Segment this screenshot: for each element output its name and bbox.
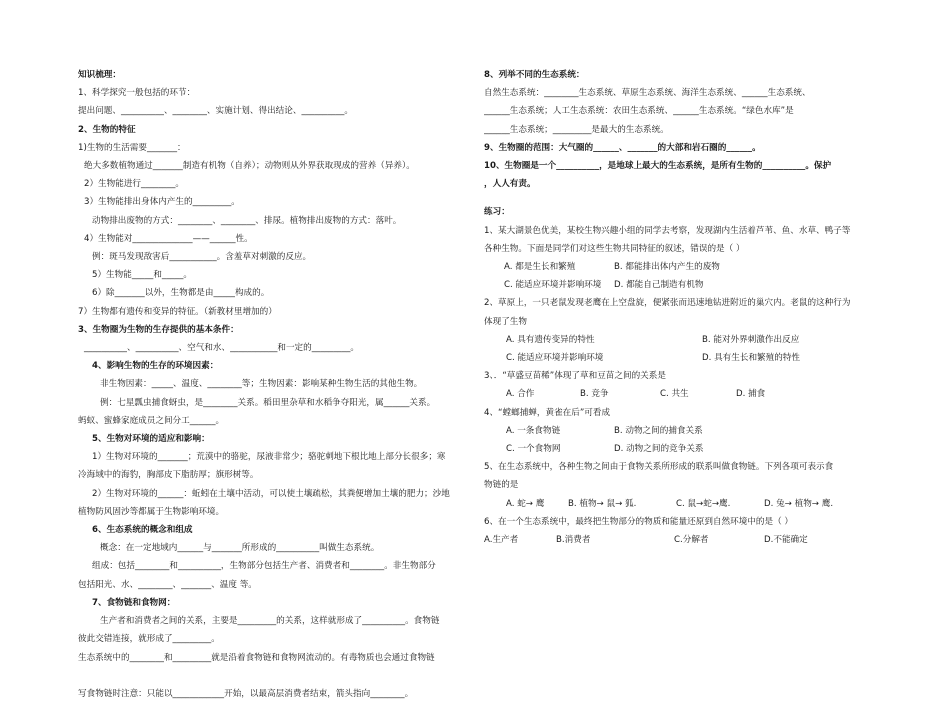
option-a[interactable]: A. 一条食物链 bbox=[506, 425, 561, 436]
practice-title: 练习： bbox=[484, 207, 510, 218]
review-line: 绝大多数植物通过_______制造有机物（自养）；动物则从外界获取现成的营养（异养）。 bbox=[84, 161, 415, 172]
option-b[interactable]: B. 竞争 bbox=[580, 389, 609, 400]
review-line: 冷海域中的海豹，胸部皮下脂肪厚；旗形树等。 bbox=[78, 470, 259, 481]
option-row bbox=[484, 531, 884, 549]
option-c[interactable]: C. 能适应环境并影响环境 bbox=[504, 280, 602, 291]
review-line: 6）除_______以外，生物都是由_____构成的。 bbox=[92, 288, 270, 299]
question-stem: 1、某大湖景色优美，某校生物兴趣小组的同学去考察，发现湖内生活着芦苇、鱼、水草、鸭子等 bbox=[484, 225, 851, 236]
section-10-line: ，人人有责。 bbox=[484, 179, 536, 190]
option-b[interactable]: B.消费者 bbox=[556, 535, 591, 546]
option-a[interactable]: A. 都是生长和繁殖 bbox=[504, 262, 576, 273]
section-8-line: ______生态系统；_________是最大的生态系统。 bbox=[484, 124, 669, 135]
review-line: 6、生态系统的概念和组成 bbox=[92, 525, 193, 536]
option-b[interactable]: B. 植物→ 鼠→ 狐. bbox=[568, 498, 637, 509]
review-line: 动物排出废物的方式：________、________、排尿。植物排出废物的方式：落叶。 bbox=[92, 215, 402, 226]
review-line: 7、食物链和食物网： bbox=[92, 597, 176, 608]
option-row bbox=[484, 422, 884, 440]
question-3 bbox=[484, 367, 884, 403]
review-line: 概念：在一定地域内______与_______所形成的__________叫做生态系统。 bbox=[100, 543, 380, 554]
review-line: 非生物因素：_____、温度、________等；生物因素：影响某种生物生活的其他生物。 bbox=[100, 379, 423, 390]
question-stem: 物链的是 bbox=[484, 480, 519, 491]
option-b[interactable]: B. 能对外界刺激作出反应 bbox=[702, 334, 800, 345]
review-line: 3）生物能排出身体内产生的_________。 bbox=[84, 197, 240, 208]
option-d[interactable]: D. 捕食 bbox=[736, 389, 766, 400]
review-line: __________、__________、空气和水、___________和一定的_________。 bbox=[84, 343, 360, 354]
review-line: 植物防风固沙等都属于生物影响环境。 bbox=[78, 506, 225, 517]
review-line: 组成：包括________和__________，生物部分包括生产者、消费者和________。非生物部分 bbox=[92, 561, 436, 572]
option-c[interactable]: C. 鼠→蛇→鹰. bbox=[676, 498, 731, 509]
review-line: 生产者和消费者之间的关系，主要是_________的关系，这样就形成了__________。食物链 bbox=[100, 616, 440, 627]
review-line: 4）生物能对______________——______性。 bbox=[84, 233, 253, 244]
review-line: 1)生物的生活需要_______： bbox=[78, 142, 186, 153]
section-8-title: 8、列举不同的生态系统： bbox=[484, 70, 585, 80]
review-line: 3、生物圈为生物的生存提供的基本条件： bbox=[78, 324, 239, 335]
review-line: 2）生物对环境的______：蚯蚓在土壤中活动，可以使土壤疏松，其粪便增加土壤的肥力；沙地 bbox=[92, 488, 450, 499]
option-c[interactable]: C. 共生 bbox=[660, 389, 689, 400]
option-row bbox=[484, 385, 884, 403]
option-row bbox=[484, 258, 884, 276]
review-line: 7）生物都有遗传和变异的特征。（新教材里增加的） bbox=[78, 306, 277, 317]
review-line: 知识梳理： bbox=[78, 70, 121, 80]
question-stem: 2、草原上，一只老鼠发现老鹰在上空盘旋，便紧张而迅速地钻进附近的巢穴内。老鼠的这种行为 bbox=[484, 298, 851, 309]
review-line: 生态系统中的________和_________就是沿着食物链和食物网流动的。有毒物质也会通过食物链 bbox=[78, 652, 435, 663]
review-line: 写食物链时注意：只能以____________开始，以最高层消费者结束，箭头指向________。 bbox=[78, 688, 414, 699]
review-line: 2）生物能进行________。 bbox=[84, 179, 184, 190]
question-2 bbox=[484, 294, 884, 367]
review-line: 例：斑马发现敌害后___________。含羞草对刺激的反应。 bbox=[92, 252, 312, 263]
review-line: 1）生物对环境的_______；荒漠中的骆驼，尿液非常少；骆驼刺地下根比地上部分长很多；寒 bbox=[92, 452, 446, 463]
review-line: 包括阳光、水、________、_______、温度 等。 bbox=[78, 579, 257, 590]
option-row bbox=[484, 440, 884, 458]
section-9-line: 9、生物圈的范围：大气圈的______、_______的大部和岩石圈的______。 bbox=[484, 142, 761, 153]
option-row bbox=[484, 331, 884, 349]
option-d[interactable]: D.不能确定 bbox=[764, 535, 808, 546]
section-10-line: 10、生物圈是一个__________，是地球上最大的生态系统，是所有生物的__________。保护 bbox=[484, 161, 832, 172]
option-a[interactable]: A. 合作 bbox=[506, 389, 535, 400]
question-1 bbox=[484, 222, 884, 295]
review-line: 4、影响生物的生存的环境因素： bbox=[92, 361, 219, 372]
review-line: 2、生物的特征 bbox=[78, 124, 136, 135]
option-a[interactable]: A. 蛇→ 鹰 bbox=[506, 498, 545, 509]
question-4 bbox=[484, 404, 884, 459]
question-stem: 4、“螳螂捕蝉，黄雀在后”可看成 bbox=[484, 407, 611, 418]
review-line bbox=[78, 667, 456, 685]
knowledge-review-column bbox=[78, 66, 456, 703]
option-c[interactable]: C.分解者 bbox=[674, 535, 709, 546]
option-b[interactable]: B. 都能排出体内产生的废物 bbox=[614, 262, 720, 273]
option-a[interactable]: A.生产者 bbox=[484, 535, 519, 546]
review-line: 蚂蚁、蜜蜂家庭成员之间分工______。 bbox=[78, 415, 225, 426]
review-line: 5、生物对环境的适应和影响： bbox=[92, 434, 210, 445]
option-c[interactable]: C. 能适应环境并影响环境 bbox=[506, 353, 604, 364]
option-row bbox=[484, 276, 884, 294]
option-b[interactable]: B. 动物之间的捕食关系 bbox=[614, 425, 703, 436]
review-line: 例：七星瓢虫捕食蚜虫，是________关系。稻田里杂草和水稻争夺阳光，属______关系。 bbox=[100, 397, 436, 408]
question-5 bbox=[484, 458, 884, 513]
option-d[interactable]: D. 具有生长和繁殖的特性 bbox=[702, 353, 801, 364]
review-line: 提出问题、__________、________、实施计划、得出结论、__________。 bbox=[78, 106, 354, 117]
question-stem: 体现了生物 bbox=[484, 316, 527, 327]
option-row bbox=[484, 349, 884, 367]
review-line: 彼此交错连接，就形成了_________。 bbox=[78, 634, 220, 645]
question-stem: 5、在生态系统中，各种生物之间由于食物关系所形成的联系叫做食物链。下列各项可表示食 bbox=[484, 462, 834, 473]
review-line: 1、科学探究一般包括的环节： bbox=[78, 88, 196, 99]
question-6 bbox=[484, 513, 884, 549]
option-a[interactable]: A. 具有遗传变异的特性 bbox=[506, 334, 595, 345]
question-stem: 各种生物。下面是同学们对这些生物共同特征的叙述，错误的是（ ） bbox=[484, 243, 745, 254]
question-stem: 6、在一个生态系统中，最终把生物部分的物质和能量还原到自然环境中的是（ ） bbox=[484, 516, 793, 527]
option-d[interactable]: D. 动物之间的竞争关系 bbox=[614, 444, 704, 455]
option-d[interactable]: D. 都能自己制造有机物 bbox=[614, 280, 704, 291]
review-line: 5）生物能_____和_____。 bbox=[92, 270, 192, 281]
section-8-line: ______生态系统；人工生态系统：农田生态系统、______生态系统。“绿色水库”是 bbox=[484, 106, 794, 117]
option-c[interactable]: C. 一个食物网 bbox=[506, 444, 561, 455]
option-d[interactable]: D. 兔→ 植物→ 鹰. bbox=[764, 498, 834, 509]
section-8-line: 自然生态系统：________生态系统、草原生态系统、海洋生态系统、______生态系统、 bbox=[484, 88, 811, 99]
right-column bbox=[484, 66, 884, 549]
question-stem: 3、．“草盛豆苗稀”体现了草和豆苗之间的关系是 bbox=[484, 371, 666, 382]
option-row bbox=[484, 495, 884, 513]
